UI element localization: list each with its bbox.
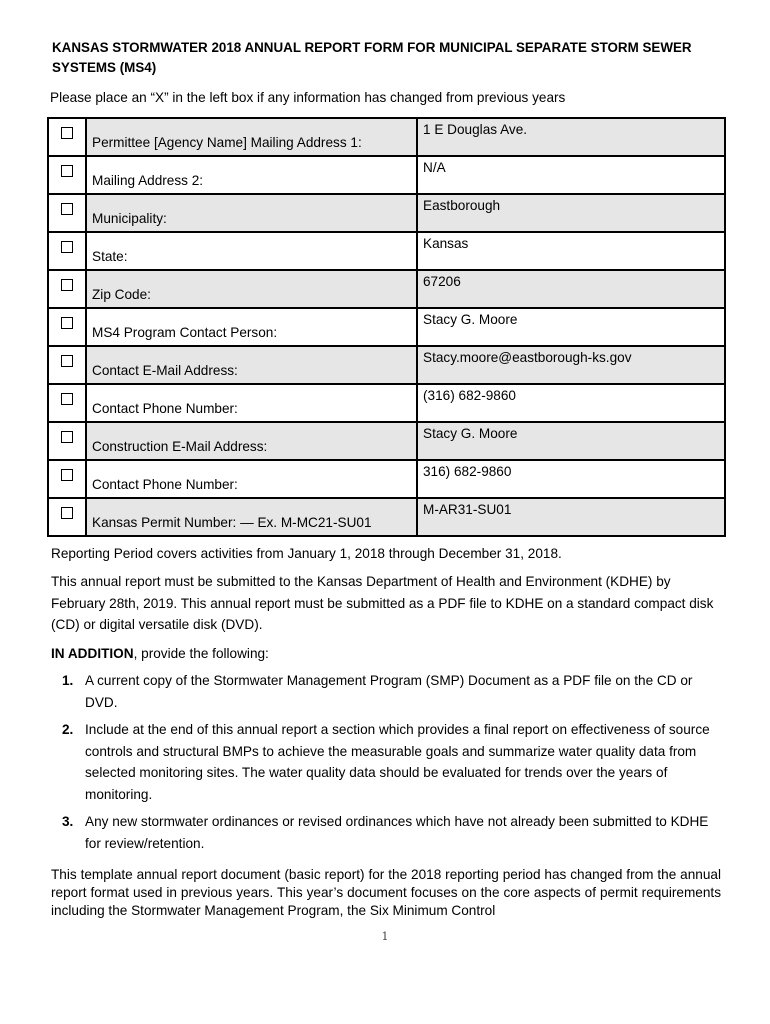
list-text: Include at the end of this annual report a section which provides a final report on effectiveness of source controls and structural BMPs to achieve the measurable goals and summarize water quality data from selected monitoring sites. The water quality data should be evaluated for trends over the years of monitoring. — [85, 722, 710, 802]
field-label: Mailing Address 2: — [86, 156, 417, 194]
change-checkbox-cell[interactable] — [48, 118, 86, 156]
table-row — [48, 232, 725, 270]
change-checkbox[interactable] — [61, 279, 73, 291]
change-checkbox[interactable] — [61, 203, 73, 215]
change-checkbox-cell[interactable] — [48, 346, 86, 384]
reporting-period-text: Reporting Period covers activities from January 1, 2018 through December 31, 2018. — [51, 546, 562, 561]
field-value: Stacy G. Moore — [417, 422, 725, 460]
list-item — [50, 719, 720, 805]
change-checkbox[interactable] — [61, 507, 73, 519]
field-label: State: — [86, 232, 417, 270]
table-row — [48, 384, 725, 422]
change-checkbox[interactable] — [61, 127, 73, 139]
change-checkbox[interactable] — [61, 431, 73, 443]
field-label: Contact E-Mail Address: — [86, 346, 417, 384]
in-addition-text — [51, 643, 721, 665]
field-label: Construction E-Mail Address: — [86, 422, 417, 460]
page-number: 1 — [381, 930, 389, 943]
field-label: Contact Phone Number: — [86, 460, 417, 498]
document-title: KANSAS STORMWATER 2018 ANNUAL REPORT FORM FOR MUNICIPAL SEPARATE STORM SEWER SYSTEMS (MS4) — [52, 40, 692, 75]
instruction-text: Please place an “X” in the left box if any information has changed from previous years — [50, 90, 566, 105]
permittee-info-table — [47, 117, 726, 537]
field-value: Stacy.moore@eastborough-ks.gov — [417, 346, 725, 384]
table-row — [48, 156, 725, 194]
requirements-list — [50, 670, 720, 860]
list-number: 2. — [62, 722, 74, 737]
field-label: Zip Code: — [86, 270, 417, 308]
change-checkbox[interactable] — [61, 393, 73, 405]
change-checkbox[interactable] — [61, 165, 73, 177]
change-checkbox[interactable] — [61, 469, 73, 481]
table-row — [48, 118, 725, 156]
field-value: Stacy G. Moore — [417, 308, 725, 346]
submission-text: This annual report must be submitted to the Kansas Department of Health and Environment (KDHE) by February 28th, 2019. This annual report must be submitted as a PDF file to KDHE on a standard compact disk (CD) or digital versatile disk (DVD). — [51, 574, 714, 632]
in-addition-rest: , provide the following: — [133, 646, 269, 661]
table-row — [48, 422, 725, 460]
field-label: MS4 Program Contact Person: — [86, 308, 417, 346]
field-label: Kansas Permit Number: — Ex. M-MC21-SU01 — [86, 498, 417, 536]
list-item — [50, 811, 720, 854]
change-checkbox[interactable] — [61, 317, 73, 329]
table-row — [48, 308, 725, 346]
in-addition-heading: IN ADDITION — [51, 646, 134, 661]
field-label: Municipality: — [86, 194, 417, 232]
list-item — [50, 670, 720, 713]
list-text: A current copy of the Stormwater Management Program (SMP) Document as a PDF file on the CD or DVD. — [85, 673, 693, 710]
change-checkbox-cell[interactable] — [48, 270, 86, 308]
table-row — [48, 460, 725, 498]
field-value: M-AR31-SU01 — [417, 498, 725, 536]
change-checkbox-cell[interactable] — [48, 232, 86, 270]
field-value: Eastborough — [417, 194, 725, 232]
change-checkbox[interactable] — [61, 241, 73, 253]
field-label: Contact Phone Number: — [86, 384, 417, 422]
change-checkbox-cell[interactable] — [48, 498, 86, 536]
field-value: 1 E Douglas Ave. — [417, 118, 725, 156]
template-note-text: This template annual report document (basic report) for the 2018 reporting period has changed from the annual report format used in previous years. This year’s document focuses on the core aspects of permit requirements including the Stormwater Management Program, the Six Minimum Control — [51, 867, 721, 918]
change-checkbox[interactable] — [61, 355, 73, 367]
field-label: Permittee [Agency Name] Mailing Address 1: — [86, 118, 417, 156]
field-value: 316) 682-9860 — [417, 460, 725, 498]
list-number: 1. — [62, 673, 74, 688]
change-checkbox-cell[interactable] — [48, 156, 86, 194]
field-value: Kansas — [417, 232, 725, 270]
field-value: 67206 — [417, 270, 725, 308]
change-checkbox-cell[interactable] — [48, 460, 86, 498]
table-row — [48, 346, 725, 384]
change-checkbox-cell[interactable] — [48, 384, 86, 422]
change-checkbox-cell[interactable] — [48, 422, 86, 460]
table-row — [48, 194, 725, 232]
list-text: Any new stormwater ordinances or revised ordinances which have not already been submitted to KDHE for review/retention. — [85, 814, 709, 851]
table-row — [48, 498, 725, 536]
list-number: 3. — [62, 814, 74, 829]
field-value: (316) 682-9860 — [417, 384, 725, 422]
table-row — [48, 270, 725, 308]
change-checkbox-cell[interactable] — [48, 308, 86, 346]
change-checkbox-cell[interactable] — [48, 194, 86, 232]
field-value: N/A — [417, 156, 725, 194]
